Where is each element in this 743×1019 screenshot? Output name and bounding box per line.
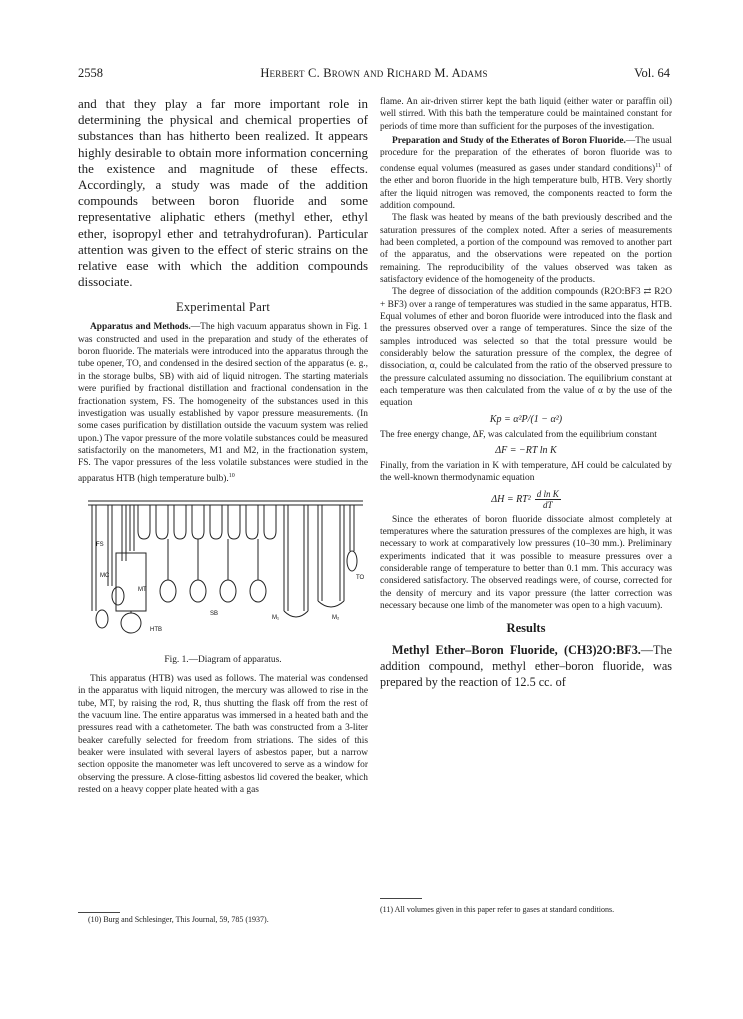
preparation-ref: 11 (655, 162, 661, 169)
apparatus-ref: 10 (228, 472, 235, 479)
methyl-ether-text: —The addition compound, methyl ether–boron fluoride, was prepared by the reaction of 12.5 cc. of (380, 642, 672, 689)
running-head: Herbert C. Brown and Richard M. Adams (260, 66, 488, 80)
label-to: TO (356, 575, 365, 582)
preparation-heading: Preparation and Study of the Etherates of Boron Fluoride. (392, 136, 626, 147)
right-para-4: The degree of dissociation of the addition compounds (R2O:BF3 ⇄ R2O + BF3) over a range of temperatures was studied in the same apparatus, HTB. Equal volumes of ether and boron fluoride were introduced into the flask and the pressures observed over a range of temperatures. Since the size of the samples introduced was selected so that the total pressure would be considerably below the saturation pressure of the complex, the degree of dissociation, α, could be calculated from the ratio of the observed pressure to the pressure calculated assuming no dissociation. The equilibrium constant at each temperature was then calculated from the value of α by the use of the equation (380, 287, 672, 409)
page-number: 2558 (78, 66, 103, 80)
label-htb: HTB (150, 627, 162, 634)
left-footnote: (10) Burg and Schlesinger, This Journal, 59, 785 (1937). (88, 915, 269, 924)
preparation-paragraph (380, 135, 672, 212)
volume-label: Vol. 64 (634, 66, 670, 80)
label-mc: MC (100, 573, 110, 580)
section-heading: Experimental Part (176, 300, 270, 315)
right-para-6: Finally, from the variation in K with temperature, ΔH could be calculated by the well-known thermodynamic equation (380, 461, 672, 484)
label-m2: M₂ (332, 615, 340, 622)
intro-paragraph: and that they play a far more important role in determining the physical and chemical properties of substances than has hitherto been realized. It appears highly desirable to obtain more information concerning the existence and magnitude of these effects. Accordingly, a study was made of the addition compounds between boron fluoride and some representative aliphatic ethers (methyl ether, ethyl ether, isopropyl ether and tetrahydrofuran). Particular attention was given to the effect of steric strains on the relative ease with which the addition compounds dissociate. (78, 96, 368, 290)
preparation-text: —The usual procedure for the preparation of the etherates of boron fluoride was to condense equal volumes (measured as gases under standard conditions) (380, 136, 672, 174)
preparation-text-2: of the ether and boron fluoride in the high temperature bulb, HTB. Very shortly after the liquid nitrogen was removed, the components reacted to form the addition compound. (380, 163, 673, 211)
apparatus-heading: Apparatus and Methods. (90, 322, 191, 333)
methyl-ether-paragraph (380, 642, 672, 690)
right-para-7: Since the etherates of boron fluoride dissociate almost completely at temperatures where the saturation pressures of the complexes are high, it was necessary to work at comparatively low pressures (10–30 mm.). Preliminary experiments indicated that it was possible to measure pressures over a considerable range of temperature to better than 0.1 mm. This accuracy was considered satisfactory. The observed readings were, of course, corrected for the density of mercury and its vapor pressure (the latter correction was necessary because one limb of the manometer was open to a high vacuum). (380, 514, 672, 612)
apparatus-paragraph (78, 321, 368, 485)
left-column (78, 96, 368, 796)
equation-delta-h (380, 489, 672, 510)
results-heading: Results (506, 620, 546, 635)
label-mt: MT (138, 587, 147, 594)
figure-caption: Fig. 1.—Diagram of apparatus. (164, 655, 282, 666)
left-footnote-rule (78, 912, 120, 913)
apparatus-diagram (78, 491, 368, 651)
right-para-5: The free energy change, ΔF, was calculated from the equilibrium constant (380, 429, 657, 440)
equation-delta-h-lhs: ΔH = RT² (491, 493, 531, 505)
right-footnote-rule (380, 898, 422, 899)
equation-delta-h-numerator: d ln K (536, 488, 559, 499)
right-footnote: (11) All volumes given in this paper refer to gases at standard conditions. (380, 905, 615, 914)
label-sb: SB (210, 611, 219, 618)
equation-delta-f: ΔF = −RT ln K (495, 445, 557, 457)
right-para-3: The flask was heated by means of the bath previously described and the saturation pressures of the complex noted. After a series of measurements had been completed, a portion of the compound was removed to another part of the apparatus, and the observations were repeated on the portion remaining. The reproducibility of the values observed was taken as satisfactory evidence of the homogeneity of the products. (380, 213, 672, 285)
label-m1: M₁ (272, 615, 280, 622)
label-fs: FS (96, 542, 104, 549)
equation-kp: Kp = α²P/(1 − α²) (489, 413, 563, 425)
apparatus-text: —The high vacuum apparatus shown in Fig. 1 was constructed and used in the preparation and study of the etherates of boron fluoride. The materials were introduced into the apparatus through the tube opener, TO, and condensed in the desired section of the apparatus (e. g., in the storage bulbs, SB) with aid of liquid nitrogen. The starting materials were purified by fractional distillation and fractional condensation in the fractionation system, FS. The homogeneity of the substances used in this investigation was usually established by vapor pressure measurements. (In some cases purification by distillation outside the vacuum system was relied upon.) The vapor pressure of the more volatile substances could be measured satisfactorily on the manometers, M1 and M2, in the fractionation system, FS. The vapor pressures of the less volatile substances were studied in the apparatus HTB (high temperature bulb). (78, 322, 368, 484)
page-header (78, 66, 670, 84)
right-column (380, 96, 672, 690)
equation-delta-h-denominator: dT (543, 499, 553, 510)
apparatus-figure (78, 491, 368, 651)
methyl-ether-heading: Methyl Ether–Boron Fluoride, (CH3)2O:BF3. (392, 642, 641, 657)
htb-paragraph: This apparatus (HTB) was used as follows. The material was condensed in the apparatus with liquid nitrogen, the mercury was allowed to rise in the tube, MT, by raising the rod, R, thus shutting the flask off from the rest of the vacuum line. The entire apparatus was immersed in a heated bath and the pressures read with a cathetometer. The bath was constructed from a 3-liter beaker carefully selected for freedom from striations. The sides of this beaker were insulated with several layers of asbestos paper, but a narrow section opposite the manometer was left uncovered to serve as a window for observing the pressure. A close-fitting asbestos lid covered the beaker, which rested on a heavy copper plate heated with a gas (78, 674, 368, 796)
right-para-1: flame. An air-driven stirrer kept the bath liquid (either water or paraffin oil) well stirred. With this bath the temperature could be maintained constant for periods of time more than sufficient for the purposes of the investigation. (380, 97, 672, 132)
